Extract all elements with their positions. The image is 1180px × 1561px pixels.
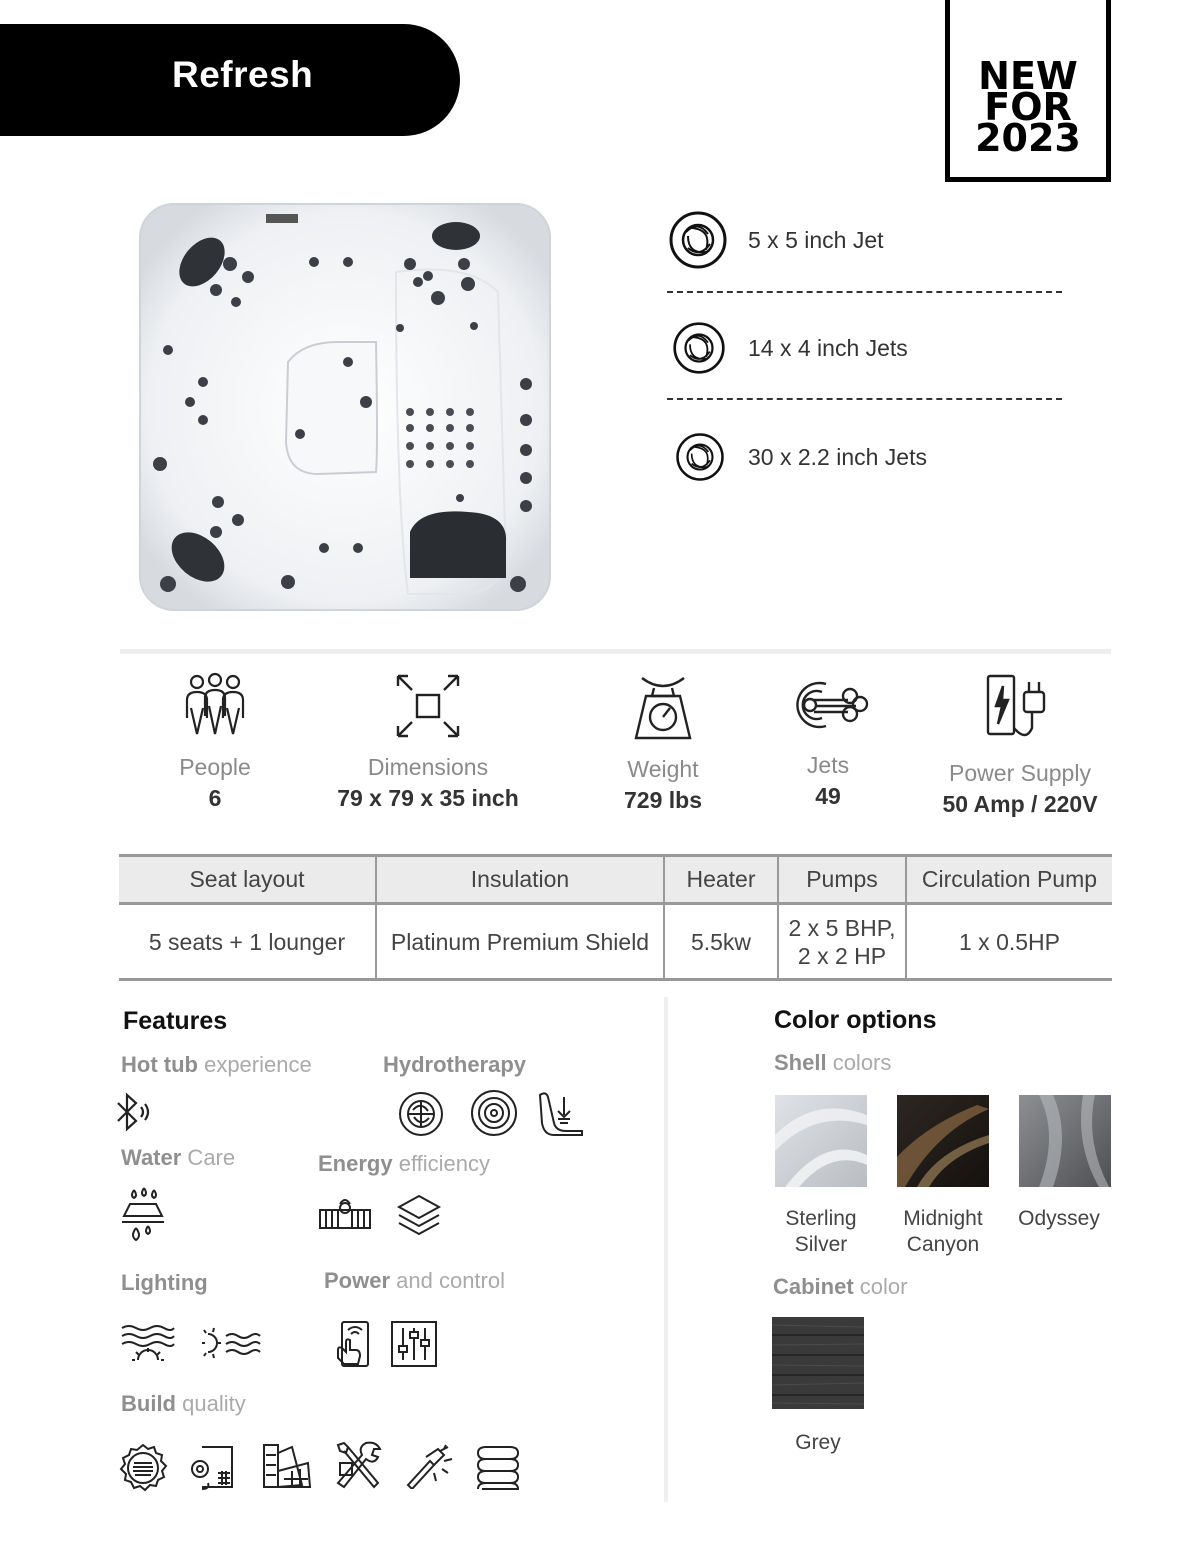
header-circulation-pump: Circulation Pump xyxy=(906,856,1112,904)
scale-icon xyxy=(632,672,694,742)
spec-jets xyxy=(780,672,876,810)
jet-swirl-icon xyxy=(668,210,728,270)
water-filter-icon xyxy=(120,1186,166,1244)
cell-seat-layout: 5 seats + 1 lounger xyxy=(119,904,376,980)
jets-icon xyxy=(786,672,870,738)
dimensions-icon xyxy=(394,672,462,740)
hot-tub-image xyxy=(138,202,552,612)
people-icon xyxy=(183,672,247,740)
pumps-line-2: 2 x 2 HP xyxy=(797,942,887,969)
swatch-odyssey[interactable] xyxy=(1019,1095,1111,1187)
column-divider xyxy=(664,997,668,1502)
spec-label: People xyxy=(179,754,251,780)
header-seat-layout: Seat layout xyxy=(119,856,376,904)
jet-list-item xyxy=(668,210,884,270)
jet-label: 14 x 4 inch Jets xyxy=(748,334,908,361)
jet-nozzle-icon xyxy=(398,1091,444,1137)
title-banner xyxy=(0,24,460,136)
swatch-sterling-silver[interactable] xyxy=(775,1095,867,1187)
spec-value: 79 x 79 x 35 inch xyxy=(337,785,519,811)
table-row xyxy=(119,904,1112,980)
cabinet-color-heading: Cabinet color xyxy=(773,1274,908,1299)
shell-colors-heading: Shell colors xyxy=(774,1050,892,1075)
cell-pumps xyxy=(778,904,906,980)
spec-value: 50 Amp / 220V xyxy=(942,791,1098,817)
spec-value: 49 xyxy=(815,783,841,809)
spec-dimensions xyxy=(330,672,526,812)
spec-label: Weight xyxy=(627,756,699,782)
underwater-light-icon xyxy=(120,1322,176,1364)
swatch-midnight-canyon[interactable] xyxy=(897,1095,989,1187)
spec-people xyxy=(140,672,290,812)
jet-list-item xyxy=(668,321,908,375)
badge-line-2: FOR xyxy=(984,85,1072,129)
new-badge xyxy=(945,0,1111,182)
section-divider xyxy=(120,649,1111,654)
spec-label: Jets xyxy=(806,752,850,778)
color-options-title: Color options xyxy=(774,1006,937,1034)
insulation-panel-icon xyxy=(318,1198,372,1232)
header-insulation: Insulation xyxy=(376,856,664,904)
feature-group-lighting: Lighting xyxy=(121,1270,208,1295)
massage-seat-icon xyxy=(536,1089,584,1137)
feature-group-energy: Energy efficiency xyxy=(318,1151,491,1176)
spec-value: 729 lbs xyxy=(624,787,702,813)
feature-group-hydrotherapy: Hydrotherapy xyxy=(383,1052,527,1077)
swatch-label-midnight-canyon: Midnight Canyon xyxy=(903,1207,983,1256)
swatch-label-odyssey: Odyssey xyxy=(1018,1207,1100,1230)
bluetooth-icon xyxy=(114,1091,154,1135)
whirlpool-jet-icon xyxy=(470,1089,518,1137)
cell-circulation-pump: 1 x 0.5HP xyxy=(906,904,1112,980)
power-plug-icon xyxy=(982,672,1058,746)
page-title: Refresh xyxy=(172,54,314,95)
swatch-label-sterling-silver: Sterling Silver xyxy=(785,1207,857,1256)
table-header-row xyxy=(119,856,1112,904)
feature-group-hot-tub: Hot tub experience xyxy=(121,1052,312,1077)
feature-group-build-quality: Build quality xyxy=(121,1391,246,1416)
header-pumps: Pumps xyxy=(778,856,906,904)
feature-group-power-control: Power and control xyxy=(324,1268,505,1293)
quality-seal-icon xyxy=(118,1443,168,1493)
light-waves-icon xyxy=(200,1326,262,1360)
badge-line-3: 2023 xyxy=(975,116,1081,160)
feature-group-water-care: Water Care xyxy=(121,1145,236,1170)
spec-weight xyxy=(600,672,726,814)
coiled-layers-icon xyxy=(474,1443,522,1491)
spec-label: Dimensions xyxy=(367,754,489,780)
jet-swirl-icon xyxy=(672,321,726,375)
features-title: Features xyxy=(123,1007,228,1035)
header-heater: Heater xyxy=(664,856,778,904)
specs-table xyxy=(119,854,1112,981)
jet-list-item xyxy=(668,432,927,482)
hammer-icon xyxy=(404,1443,454,1489)
dashed-divider xyxy=(667,291,1062,293)
tools-icon xyxy=(334,1441,382,1491)
cell-insulation: Platinum Premium Shield xyxy=(376,904,664,980)
pumps-line-1: 2 x 5 BHP, xyxy=(788,914,896,941)
control-sliders-icon xyxy=(390,1320,438,1368)
swatch-grey-cabinet[interactable] xyxy=(772,1317,864,1409)
layers-icon xyxy=(396,1193,442,1239)
material-roll-icon xyxy=(190,1443,240,1491)
cell-heater: 5.5kw xyxy=(664,904,778,980)
jet-label: 5 x 5 inch Jet xyxy=(748,226,884,253)
color-swatch-icon xyxy=(262,1441,312,1491)
badge-line-1: NEW xyxy=(978,54,1078,98)
jet-swirl-icon xyxy=(675,432,725,482)
jet-label: 30 x 2.2 inch Jets xyxy=(748,443,927,470)
spec-power xyxy=(926,672,1114,818)
dashed-divider xyxy=(667,398,1062,400)
spec-label: Power Supply xyxy=(949,760,1091,786)
touch-control-icon xyxy=(334,1320,370,1368)
swatch-label-grey: Grey xyxy=(795,1431,841,1454)
spec-value: 6 xyxy=(208,785,222,811)
